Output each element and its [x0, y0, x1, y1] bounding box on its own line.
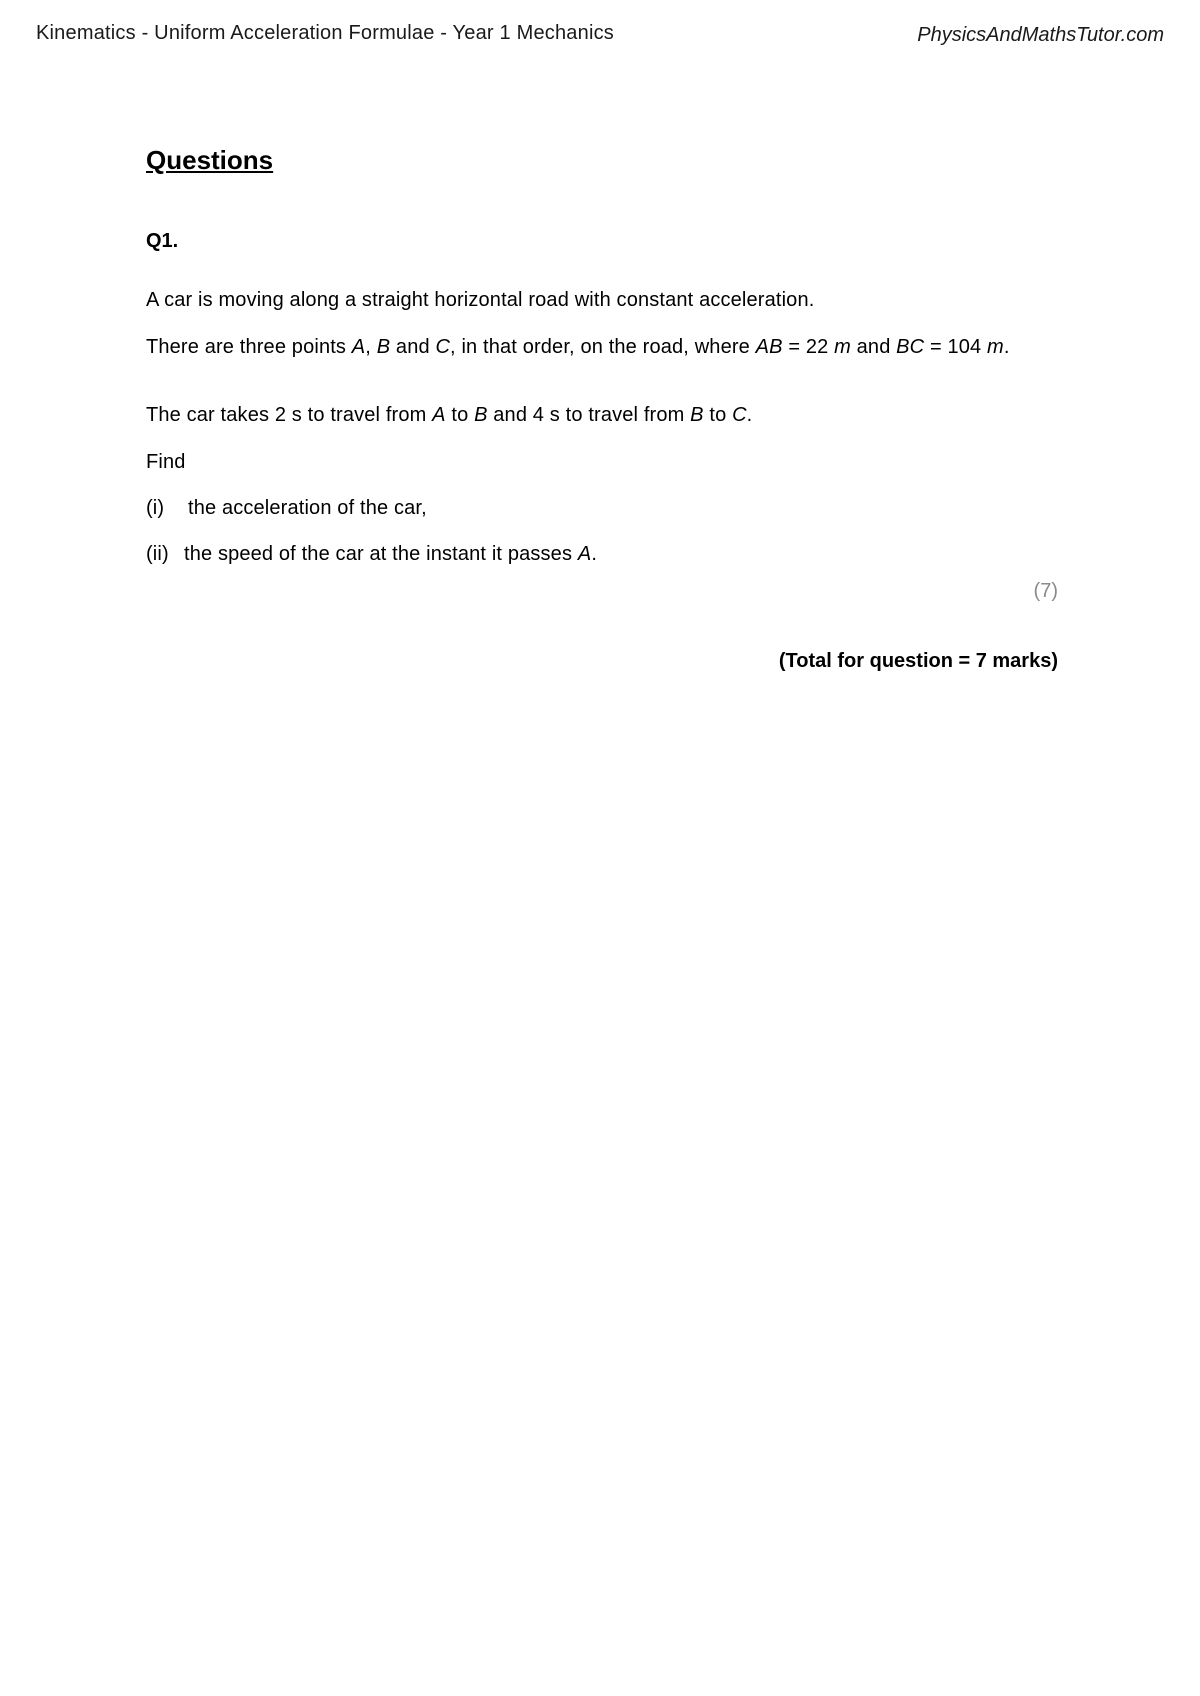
question-intro: A car is moving along a straight horizontal road with constant acceleration. [146, 289, 815, 311]
question-number: Q1. [146, 230, 179, 252]
section-title: Questions [146, 145, 274, 175]
question-find: Find [146, 451, 186, 473]
part-i-text: the acceleration of the car, [188, 497, 427, 519]
question-travel: The car takes 2 s to travel from A to B and 4 s to travel from B to C. [146, 404, 753, 426]
question-content [146, 140, 1062, 672]
total-marks: (Total for question = 7 marks) [778, 650, 1058, 672]
part-ii-text: the speed of the car at the instant it passes [184, 543, 578, 565]
question-part-i [146, 496, 427, 521]
marks-allocation: (7) [1033, 580, 1058, 602]
question-points: There are three points A, B and C, in that order, on the road, where AB = 22 m and BC = 104 m. [146, 336, 1010, 358]
question-part-ii: (ii) the speed of the car at the instant it passes A. [146, 543, 598, 565]
page-header [36, 22, 1164, 52]
part-i-label: (i) [146, 497, 165, 519]
part-ii-label: (ii) [146, 543, 169, 565]
header-title: Kinematics - Uniform Acceleration Formulae - Year 1 Mechanics [36, 22, 614, 44]
header-site: PhysicsAndMathsTutor.com [917, 24, 1164, 46]
